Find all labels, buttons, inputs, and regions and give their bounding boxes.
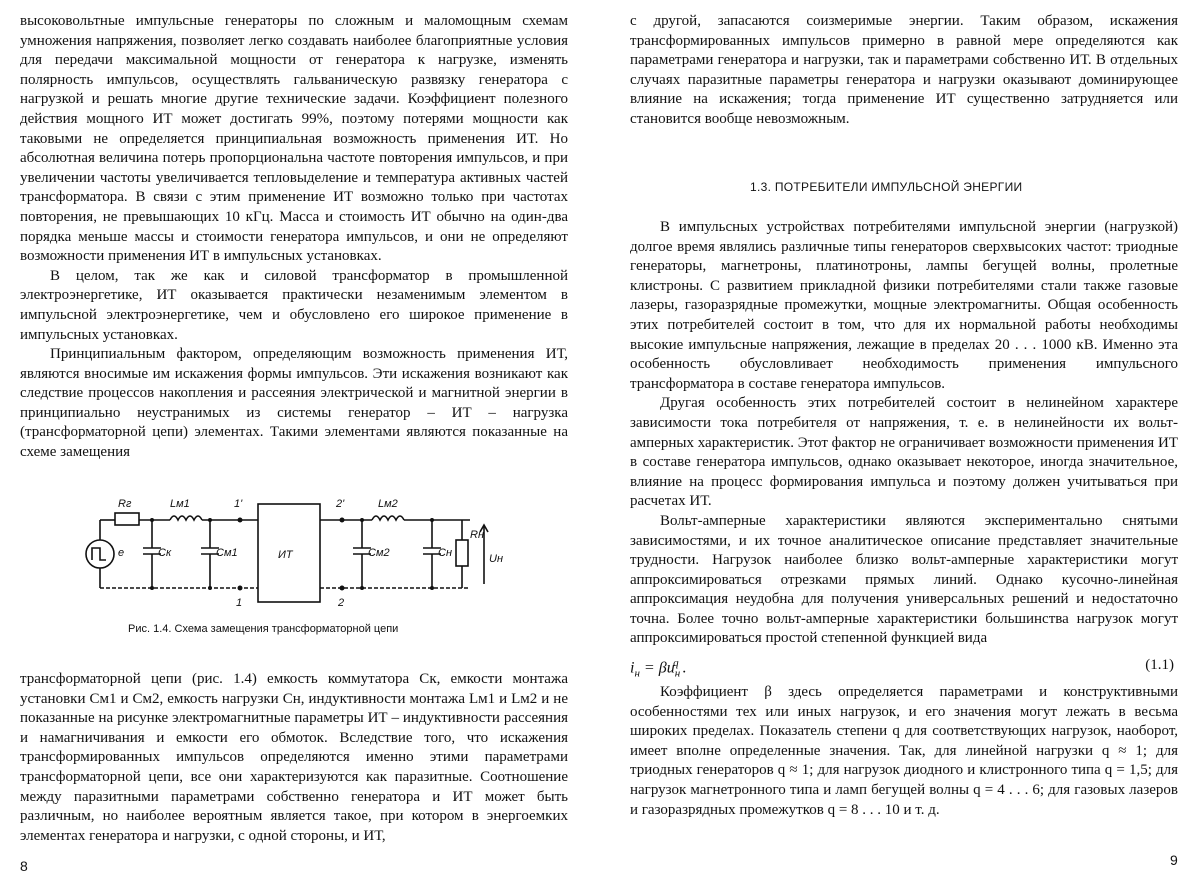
left-paragraph-4: трансформаторной цепи (рис. 1.4) емкость коммутатора Cк, емкости монтажа установки Cм1 и Cм2, емкость нагрузки Cн, индуктивности монтажа Lм1 и Lм2 и не показанные на рисунке электромагнитные параметры ИТ – индуктивности рассеяния и намагничивания и емкости его обмоток. Вследствие того, что искажения трансформированных импульсов определяются именно этими параметрами трансформаторной цепи, все они характеризуются как паразитные. Соотношение между паразитными параметрами собственно генератора и ИТ может быть различным, но наиболее вероятным является такое, при котором в энергоемких элементах генератора и нагрузки, с одной стороны, и ИТ, <box>20 671 568 844</box>
label-un: Uн <box>489 553 503 565</box>
left-paragraph-1: высоковольтные импульсные генераторы по сложным и маломощным схемам умножения напряжения, позволяет легко создавать наиболее благоприятные условия для передачи максимальной мощности от генератора к нагрузке, изменять полярность импульсов, осуществлять гальваническую развязку генератора с нагрузкой и решать многие другие технические задачи. Коэффициент полезного действия мощного ИТ может достигать 99%, поэтому потерями мощности как таковыми не определяется принципиальная возможность применения ИТ. Но абсолютная величина потерь пропорциональна частоте повторения импульсов, и при увеличении частоты увеличивается тепловыделение и температура активных частей трансформатора. В связи с этим применение ИТ возможно только при частотах повторения, не превышающих 10 кГц. Масса и стоимость ИТ обычно на один-два порядка меньше массы и стоимости генератора импульсов, и они не определяют возможности применения ИТ в импульсных установках. <box>20 13 568 265</box>
right-paragraph-4: Вольт-амперные характеристики являются экспериментально снятыми зависимостями, и их точное аналитическое описание представляет значительные трудности. Нагрузок наиболее близко вольт-амперные характеристики могут аппроксимироваться отрезками прямых линий. Однако кусочно-линейная аппроксимация неудобна для получения универсальных решений и недостаточно точна. Более точно вольт-амперные характеристики большинства нагрузок могут аппроксимироваться простой степенной функцией вида <box>630 512 1178 647</box>
right-top-text <box>630 12 1178 130</box>
label-e: e <box>118 547 125 559</box>
figure-caption: Рис. 1.4. Схема замещения трансформаторной цепи <box>128 623 399 635</box>
label-it: ИТ <box>278 549 293 561</box>
page-number-right: 9 <box>1170 852 1178 868</box>
equation-lhs-sub: н <box>634 667 640 680</box>
label-cn: Cн <box>438 547 452 559</box>
left-paragraph-3: Принципиальным фактором, определяющим возможность применения ИТ, являются вносимые им искажения формы импульсов. Эти искажения возникают как следствие процессов накопления и рассеяния электрической и магнитной энергии в принципиально неустранимых из системы генератор – ИТ – нагрузка (трансформаторной цепи) элементах. Такими элементами являются показанные на схеме замещения <box>20 346 568 461</box>
left-paragraph-2: В целом, так же как и силовой трансформатор в промышленной электроэнергетике, ИТ оказывается практически незаменимым элементом в импульсной электроэнергетике, чем и обусловлено его широкое применение в импульсных установках. <box>20 267 568 343</box>
equation-rhs-sup: q <box>673 657 679 670</box>
resistor-rn <box>456 540 468 566</box>
label-node-1: 1 <box>236 597 243 609</box>
label-rg: Rг <box>118 498 132 510</box>
label-lm1: Lм1 <box>170 498 190 510</box>
equation-rhs-sub: н <box>674 667 681 680</box>
right-paragraph-5: Коэффициент β здесь определяется параметрами и конструктивными особенностями тех или иных нагрузок, и его значения могут лежать в весьма широких пределах. Показатель степени q для соответствующих нагрузок, наоборот, имеет вполне определенные значения. Так, для линейной нагрузки q ≈ 1; для триодных генераторов q ≈ 1; для нагрузок диодного и клистронного типа q = 1,5; для нагрузок магнетронного типа и ламп бегущей волны q = 4 . . . 6; для газовых лазеров и газоразрядных промежутков q = 8 . . . 10 и т. д. <box>630 684 1178 818</box>
right-paragraph-1: с другой, запасаются соизмеримые энергии. Таким образом, искажения трансформированных импульсов примерно в равной мере определяются как параметрами генератора и нагрузки, так и параметрами собственно ИТ. В отдельных случаях паразитные параметры генератора и нагрузки оказывают доминирующее влияние на искажения; тогда применение ИТ существенно затрудняется или становится вообще невозможным. <box>630 13 1178 127</box>
label-ck: Cк <box>158 547 172 559</box>
label-node-2p: 2' <box>336 498 345 510</box>
page-number-left: 8 <box>20 858 28 874</box>
label-lm2: Lм2 <box>378 498 398 510</box>
right-paragraph-3: Другая особенность этих потребителей состоит в нелинейном характере зависимости тока потребителя от напряжения, т. е. в нелинейности их вольт-амперных характеристик. Этот фактор не ограничивает возможности применения ИТ в составе генератора импульсов, однако оказывает некоторое, иногда значительное, влияние на процесс формирования импульса и поэтому должен учитываться при расчетах ИТ. <box>630 395 1178 510</box>
right-paragraph-2: В импульсных устройствах потребителями импульсной энергии (нагрузкой) долгое время являлись различные типы генераторов сверхвысоких частот: триодные генераторы, магнетроны, платинотроны, лампы бегущей волны, пролетные клистроны. С развитием прикладной физики потребителями стали также газовые лазеры, газоразрядные промежутки, мощные электромагниты. Общая особенность этих потребителей состоит в том, что для их нормальной работы необходимы высокие импульсные напряжения, лежащие в пределах 20 . . . 1000 кВ. Именно эта особенность обусловливает необходимость применения импульсного трансформатора в составе генератора импульсов. <box>630 219 1178 392</box>
equation-eq: = βu <box>639 659 675 677</box>
equation-number: (1.1) <box>1145 657 1174 674</box>
left-bottom-text <box>20 670 568 846</box>
label-cm1: Cм1 <box>216 547 238 559</box>
inductor-lm2 <box>372 516 404 520</box>
circuit-diagram <box>0 490 600 630</box>
label-node-2: 2 <box>338 597 345 609</box>
section-title: 1.3. ПОТРЕБИТЕЛИ ИМПУЛЬСНОЙ ЭНЕРГИИ <box>750 180 1023 194</box>
label-rn: Rн <box>470 529 484 541</box>
right-main-text <box>630 218 1178 820</box>
left-top-text <box>20 12 568 463</box>
resistor-rg <box>115 513 139 525</box>
label-cm2: Cм2 <box>368 547 390 559</box>
equation-lhs: i <box>630 659 635 677</box>
right-page <box>600 0 1200 880</box>
equation-1-1 <box>630 657 1178 683</box>
equation-tail: . <box>678 659 687 677</box>
inductor-lm1 <box>170 516 202 520</box>
label-node-1p: 1' <box>234 498 243 510</box>
